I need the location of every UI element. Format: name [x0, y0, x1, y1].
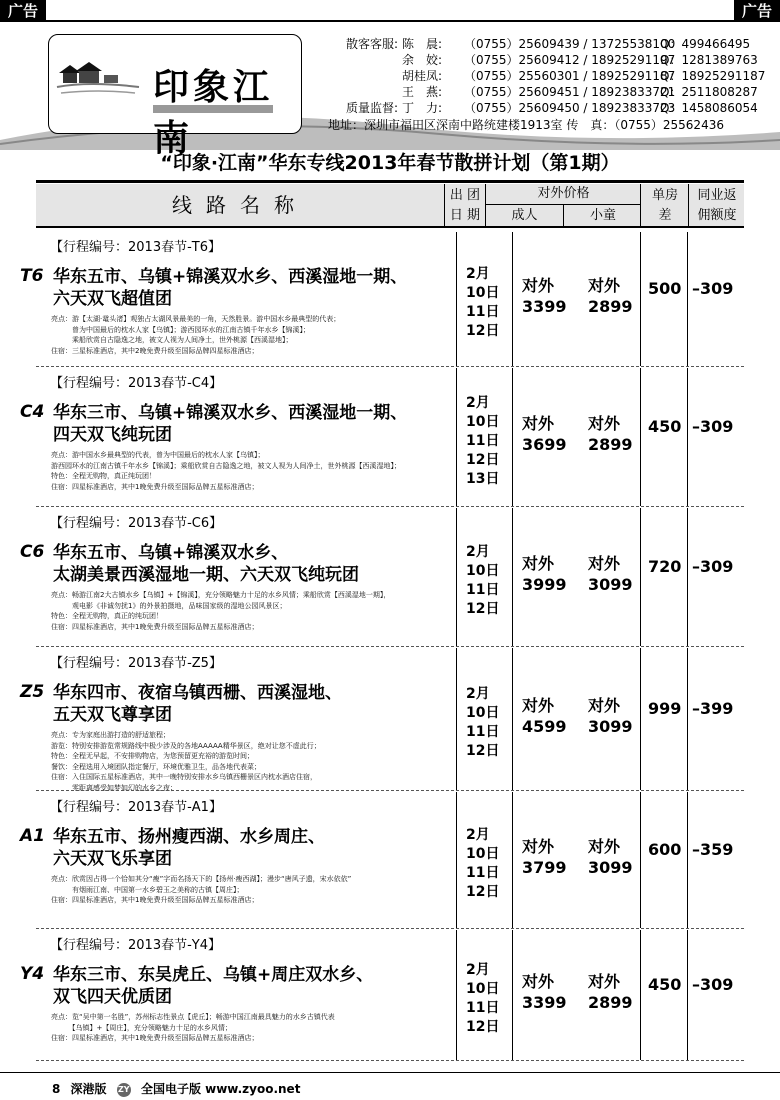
trip-code-label: 【行程编号：2013春节-C6】 — [50, 516, 223, 531]
trip-code: C6 — [20, 542, 45, 562]
edition-label: 深港版 — [70, 1082, 107, 1096]
trip-title-line: 双飞四天优质团 — [53, 987, 172, 1007]
row-separator — [36, 646, 744, 647]
trip-detail-line: 特色：全程无购物，真正的纯玩团！ — [51, 612, 163, 620]
row-separator — [36, 790, 744, 791]
column-divider — [640, 792, 641, 928]
trip-details — [51, 314, 451, 356]
child-price-value: 2899 — [588, 435, 633, 454]
logo-text: 印象江南 — [153, 66, 274, 159]
column-divider — [512, 930, 513, 1060]
column-divider — [640, 368, 641, 506]
trip-detail-line: 亮点：游中国水乡最典型的代表，曾为中国最后的枕水人家【乌镇】； — [51, 451, 265, 459]
child-price — [588, 553, 633, 595]
column-divider — [687, 792, 688, 928]
contact-qq: Q：1458086054 — [660, 101, 758, 115]
contact-qq: Q：18925291187 — [660, 69, 766, 83]
header-rebate — [688, 184, 745, 228]
trip-code: T6 — [20, 266, 44, 286]
child-price-label: 对外 — [588, 276, 621, 295]
column-divider — [456, 508, 457, 646]
zyoo-logo-icon: ZY — [117, 1083, 131, 1097]
footer — [52, 1080, 306, 1097]
row-separator — [36, 1060, 744, 1061]
adult-price-label: 对外 — [522, 972, 555, 991]
header-price — [485, 184, 641, 226]
trip-date: 10日 — [466, 846, 500, 862]
contact-phone: （0755）25609450 / 18923833723 — [464, 101, 676, 115]
contact-name: 王 燕: — [402, 85, 443, 99]
header-price-label: 对外价格 — [486, 184, 641, 205]
footer-rule — [0, 1072, 780, 1073]
trip-code-label: 【行程编号：2013春节-T6】 — [50, 240, 221, 255]
trip-details — [51, 1012, 451, 1044]
column-divider — [456, 368, 457, 506]
trip-title-line: 华东三市、乌镇+锦溪双水乡、西溪湿地一期、 — [53, 403, 408, 423]
contact-phone: （0755）25609412 / 18925291197 — [464, 53, 676, 67]
child-price-label: 对外 — [588, 837, 621, 856]
contact-role: 质量监督: — [345, 101, 398, 115]
trip-detail-line: 游览：特别安排游览常规路线中极少涉及的各地AAAAA精华景区，绝对让您不虚此行； — [51, 741, 321, 750]
single-room-surcharge: 500 — [648, 279, 682, 298]
trip-title-line: 华东五市、乌镇+锦溪双水乡、 — [53, 543, 289, 563]
trip-date: 2月 — [466, 395, 490, 411]
trip-dates — [466, 543, 502, 619]
contact-row — [328, 84, 768, 100]
trip-row — [20, 930, 744, 1060]
child-price — [588, 275, 633, 317]
trip-date: 11日 — [466, 865, 500, 881]
column-divider — [640, 648, 641, 790]
column-divider — [512, 232, 513, 366]
contact-list — [328, 36, 768, 116]
company-logo — [48, 34, 302, 159]
trip-date: 2月 — [466, 962, 490, 978]
trip-code: A1 — [20, 826, 45, 846]
header-child: 小童 — [563, 205, 642, 226]
trip-date: 2月 — [466, 686, 490, 702]
trip-date: 11日 — [466, 1000, 500, 1016]
trip-date: 11日 — [466, 433, 500, 449]
trip-date: 10日 — [466, 414, 500, 430]
adult-price — [522, 553, 567, 595]
page-title: “印象·江南”华东专线2013年春节散拼计划（第1期） — [160, 152, 620, 174]
adult-price-value: 3699 — [522, 435, 567, 454]
trip-title-line: 华东四市、夜宿乌镇西栅、西溪湿地、 — [53, 683, 342, 703]
trip-dates — [466, 265, 502, 341]
trip-detail-line: 乘船欣赏自古隐逸之地，被文人视为人间净土，世外桃源【西溪湿地】； — [51, 336, 293, 344]
trip-detail-line: 住宿：四星标准酒店，其中1晚免费升级至国际品牌五星标准酒店； — [51, 1034, 259, 1042]
trip-date: 2月 — [466, 266, 490, 282]
column-divider — [456, 232, 457, 366]
contact-qq: Q：499466495 — [660, 37, 751, 51]
trip-dates — [466, 685, 502, 761]
trip-detail-line: 观电影《非诚勿扰1》的外景拍摄地，品味国家级的湿地公园风景区； — [51, 601, 287, 610]
trip-details — [51, 590, 451, 632]
child-price — [588, 695, 633, 737]
trip-title-line: 四天双飞纯玩团 — [53, 425, 172, 445]
contact-phone: （0755）25609439 / 13725538100 — [464, 37, 676, 51]
single-room-surcharge: 450 — [648, 975, 682, 994]
trip-detail-line: 住宿：三星标准酒店，其中2晚免费升级至国际品牌四星标准酒店； — [51, 346, 259, 355]
ad-label-right: 广告 — [734, 0, 780, 22]
trip-date: 10日 — [466, 705, 500, 721]
adult-price-value: 4599 — [522, 717, 567, 736]
trip-detail-line: 住宿：四星标准酒店，其中1晚免费升级至国际品牌五星标准酒店； — [51, 896, 259, 904]
header-adult: 成人 — [511, 208, 538, 223]
adult-price-value: 3399 — [522, 297, 567, 316]
child-price — [588, 413, 633, 455]
contact-qq: Q：1281389763 — [660, 53, 758, 67]
trip-detail-line: 住宿：入住国际五星标准酒店，其中一晚特别安排水乡乌镇西栅景区内枕水酒店住宿， — [51, 773, 317, 781]
website-link[interactable]: 全国电子版 www.zyoo.net — [140, 1082, 301, 1096]
column-divider — [687, 232, 688, 366]
trip-row — [20, 232, 744, 366]
row-separator — [36, 366, 744, 367]
trip-detail-line: 亮点：专为家庭出游打造的舒适旅程； — [51, 731, 170, 739]
trip-title-line: 华东五市、扬州瘦西湖、水乡周庄、 — [53, 827, 325, 847]
column-divider — [456, 792, 457, 928]
trip-date: 12日 — [466, 601, 500, 617]
adult-price — [522, 413, 567, 455]
child-price-value: 2899 — [588, 297, 633, 316]
top-rule — [45, 20, 735, 22]
peer-rebate: –309 — [692, 557, 734, 576]
header-date-label: 出 团 日 期 — [449, 188, 481, 223]
adult-price-label: 对外 — [522, 414, 555, 433]
trip-detail-line: 【乌镇】+【周庄】，充分领略魅力十足的水乡风情； — [51, 1023, 232, 1032]
adult-price-label: 对外 — [522, 276, 555, 295]
column-divider — [456, 930, 457, 1060]
trip-row — [20, 508, 744, 646]
trip-date: 10日 — [466, 563, 500, 579]
trip-detail-line: 亮点：畅游江南2大古镇水乡【乌镇】+【锦溪】，充分领略魅力十足的水乡风情；乘船欣赏【西溪湿地一期】， — [51, 591, 391, 599]
single-room-surcharge: 450 — [648, 417, 682, 436]
trip-title-line: 华东五市、乌镇+锦溪双水乡、西溪湿地一期、 — [53, 267, 408, 287]
adult-price-label: 对外 — [522, 696, 555, 715]
trip-detail-line: 住宿：四星标准酒店，其中1晚免费升级至国际品牌五星标准酒店； — [51, 482, 259, 491]
adult-price-value: 3799 — [522, 858, 567, 877]
column-divider — [512, 508, 513, 646]
single-room-surcharge: 999 — [648, 699, 682, 718]
trip-row — [20, 368, 744, 506]
column-divider — [640, 930, 641, 1060]
trip-detail-line: 游西园环水的江南古镇千年水乡【锦溪】；乘船欣赏自古隐逸之地，被文人视为人间净土，世外桃源【西溪湿地】； — [51, 461, 401, 470]
contact-phone: （0755）25609451 / 18923833721 — [464, 85, 676, 99]
trip-row — [20, 792, 744, 928]
contact-qq: Q：2511808287 — [660, 85, 758, 99]
trip-dates — [466, 826, 502, 902]
peer-rebate: –309 — [692, 279, 734, 298]
child-price-label: 对外 — [588, 696, 621, 715]
trip-date: 12日 — [466, 323, 500, 339]
trip-code: Z5 — [20, 682, 45, 702]
contact-name: 余 姣: — [402, 53, 443, 67]
trip-detail-line: 住宿：四星标准酒店，其中1晚免费升级至国际品牌五星标准酒店； — [51, 622, 259, 631]
trip-code-label: 【行程编号：2013春节-Z5】 — [50, 656, 222, 671]
adult-price-value: 3999 — [522, 575, 567, 594]
trip-detail-line: 亮点：览“吴中第一名胜”，苏州标志性景点【虎丘】；畅游中国江南最具魅力的水乡古镇代表 — [51, 1013, 335, 1021]
child-price-label: 对外 — [588, 972, 621, 991]
company-address: 地址：深圳市福田区深南中路统建楼1913室 传 真：（0755）25562436 — [328, 118, 724, 132]
trip-title-line: 六天双飞超值团 — [53, 289, 172, 309]
contact-name: 陈 晨: — [402, 37, 443, 51]
adult-price-label: 对外 — [522, 554, 555, 573]
child-price — [588, 971, 633, 1013]
trip-title-line: 太湖美景西溪湿地一期、六天双飞纯玩团 — [53, 565, 359, 585]
trip-code-label: 【行程编号：2013春节-A1】 — [50, 800, 222, 815]
trip-title-line: 华东三市、东吴虎丘、乌镇+周庄双水乡、 — [53, 965, 374, 985]
trip-code-label: 【行程编号：2013春节-Y4】 — [50, 938, 221, 953]
child-price-value: 3099 — [588, 717, 633, 736]
header-single — [640, 184, 689, 228]
column-divider — [512, 368, 513, 506]
trip-row — [20, 648, 744, 792]
contact-name: 丁 力: — [402, 101, 443, 115]
column-divider — [687, 930, 688, 1060]
trip-detail-line: 零距离感受如梦如幻的水乡之夜； — [51, 783, 177, 792]
trip-date: 10日 — [466, 981, 500, 997]
page-number: 8 — [52, 1082, 61, 1096]
trip-date: 13日 — [466, 471, 500, 487]
contact-role: 散客客服: — [345, 37, 398, 51]
child-price-value: 3099 — [588, 575, 633, 594]
trip-date: 12日 — [466, 743, 500, 759]
header-rebate-label: 同业返 佣额度 — [697, 188, 737, 223]
adult-price — [522, 971, 567, 1013]
trip-details — [51, 450, 451, 492]
trip-code: C4 — [20, 402, 45, 422]
table-header — [36, 184, 744, 228]
header-route: 线路名称 — [172, 193, 308, 217]
peer-rebate: –309 — [692, 975, 734, 994]
adult-price — [522, 836, 567, 878]
trip-details — [51, 730, 451, 793]
trip-code-label: 【行程编号：2013春节-C4】 — [50, 376, 223, 391]
contact-row — [328, 52, 768, 68]
contact-phone: （0755）25560301 / 18925291187 — [464, 69, 676, 83]
trip-date: 12日 — [466, 1019, 500, 1035]
trip-detail-line: 特色：全程无购物，真正纯玩团！ — [51, 472, 156, 480]
trip-date: 2月 — [466, 544, 490, 560]
trip-dates — [466, 394, 502, 489]
column-divider — [687, 508, 688, 646]
child-price-label: 对外 — [588, 414, 621, 433]
ad-label-left: 广告 — [0, 0, 46, 22]
trip-title-line: 六天双飞乐享团 — [53, 849, 172, 869]
adult-price — [522, 275, 567, 317]
trip-date: 11日 — [466, 304, 500, 320]
trip-details — [51, 874, 451, 906]
trip-detail-line: 有烟雨江南、中国第一水乡碧玉之美称的古镇【周庄】； — [51, 885, 244, 894]
peer-rebate: –399 — [692, 699, 734, 718]
single-room-surcharge: 720 — [648, 557, 682, 576]
trip-detail-line: 特色：全程无早起，不安排购物店，为您预留更充裕的游览时间； — [51, 752, 254, 760]
trip-detail-line: 亮点：欣赏因占得一个恰如其分“瘦”字而名扬天下的【扬州·瘦西湖】；漫步“唐风子遗，宋水依依” — [51, 875, 352, 883]
peer-rebate: –309 — [692, 417, 734, 436]
peer-rebate: –359 — [692, 840, 734, 859]
single-room-surcharge: 600 — [648, 840, 682, 859]
row-separator — [36, 506, 744, 507]
contact-row — [328, 36, 768, 52]
child-price-value: 3099 — [588, 858, 633, 877]
trip-date: 2月 — [466, 827, 490, 843]
column-divider — [640, 232, 641, 366]
column-divider — [687, 648, 688, 790]
trip-date: 12日 — [466, 884, 500, 900]
header-single-label: 单房 差 — [651, 188, 678, 223]
trip-code: Y4 — [20, 964, 45, 984]
column-divider — [456, 648, 457, 790]
trip-date: 10日 — [466, 285, 500, 301]
trip-date: 12日 — [466, 452, 500, 468]
trip-date: 11日 — [466, 724, 500, 740]
trip-detail-line: 餐饮：全程选用入境团队指定餐厅，环境优雅卫生，品各地代表菜； — [51, 762, 261, 771]
adult-price-value: 3399 — [522, 993, 567, 1012]
contact-row — [328, 100, 768, 116]
child-price-value: 2899 — [588, 993, 633, 1012]
trip-date: 11日 — [466, 582, 500, 598]
trip-detail-line: 曾为中国最后的枕水人家【乌镇】；游西园环水的江南古镇千年水乡【锦溪】； — [51, 325, 310, 334]
column-divider — [640, 508, 641, 646]
adult-price-label: 对外 — [522, 837, 555, 856]
adult-price — [522, 695, 567, 737]
column-divider — [512, 792, 513, 928]
table-top-rule — [36, 180, 744, 183]
trip-dates — [466, 961, 502, 1037]
header-date — [444, 184, 485, 228]
trip-title-line: 五天双飞尊享团 — [53, 705, 172, 725]
row-separator — [36, 928, 744, 929]
child-price — [588, 836, 633, 878]
contact-name: 胡桂凤: — [402, 69, 443, 83]
column-divider — [687, 368, 688, 506]
trip-detail-line: 亮点：游【太湖·鼋头渚】观独占太湖风景最美的一角，天然胜景。游中国水乡最典型的代表； — [51, 315, 341, 323]
contact-row — [328, 68, 768, 84]
column-divider — [512, 648, 513, 790]
child-price-label: 对外 — [588, 554, 621, 573]
